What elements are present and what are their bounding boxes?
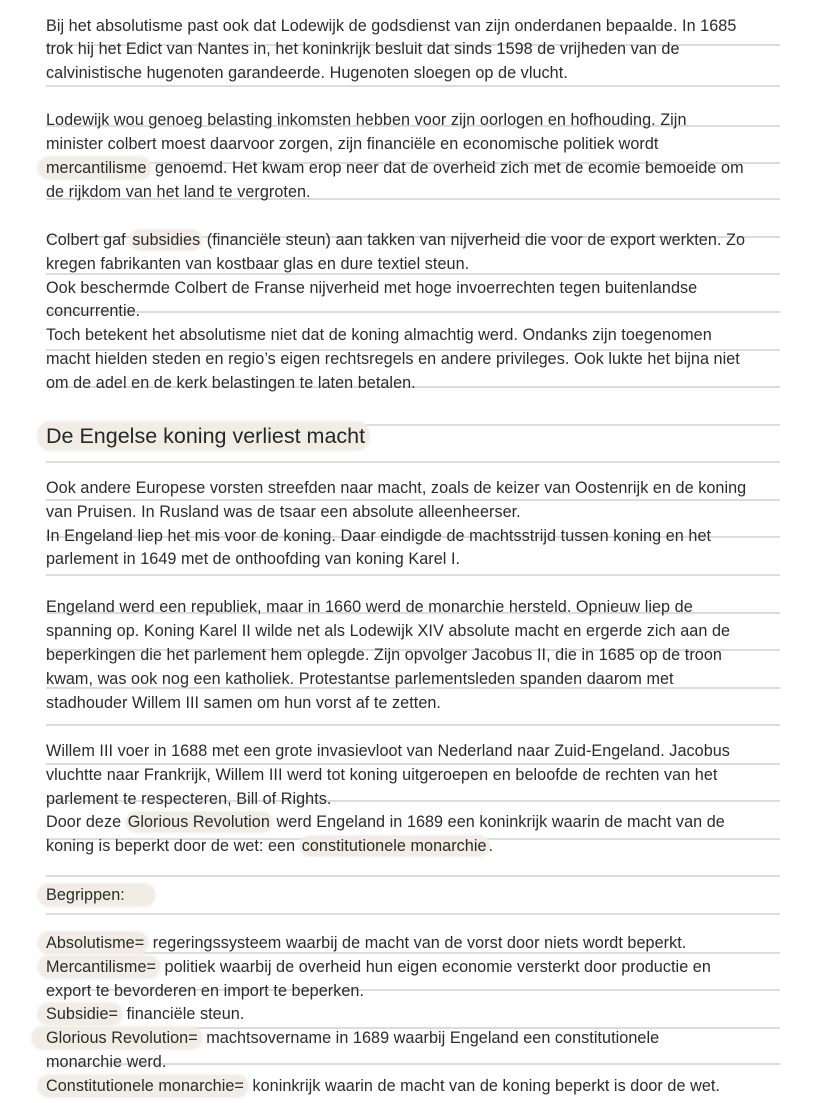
glossary-entry	[46, 1003, 244, 1025]
text-line: om de adel en de kerk belastingen te laten betalen.	[46, 374, 416, 392]
glossary-definition: financiële steun.	[122, 1005, 245, 1023]
glossary-definition: koninkrijk waarin de macht van de koning beperkt is door de wet.	[247, 1077, 720, 1095]
ruled-line	[46, 85, 780, 87]
ruled-line	[46, 311, 780, 313]
ruled-line	[46, 724, 780, 726]
glossary-definition: politiek waarbij de overheid hun eigen economie versterkt door productie en	[160, 958, 711, 976]
heading-highlight: De Engelse koning verliest macht	[38, 422, 369, 450]
text-fragment: (financiële steun) aan takken van nijverheid die voor de export werkten. Zo	[202, 231, 746, 249]
glossary-entry	[46, 956, 711, 978]
ruled-line	[46, 574, 780, 576]
text-line: Willem III voer in 1688 met een grote invasievloot van Nederland naar Zuid-Engeland. Jacobus	[46, 742, 730, 760]
glossary-term: Absolutisme=	[38, 932, 148, 954]
text-line: trok hij het Edict van Nantes in, het koninkrijk besluit dat sinds 1598 de vrijheden van de	[46, 40, 680, 58]
text-line: macht hielden steden en regio’s eigen rechtsregels en andere privileges. Ook lukte het bijna niet	[46, 350, 740, 368]
highlighted-term: Begrippen:	[38, 884, 155, 906]
text-line: Engeland werd een republiek, maar in 1660 werd de monarchie hersteld. Opnieuw liep de	[46, 598, 693, 616]
highlighted-term: subsidies	[132, 231, 201, 249]
text-line: In Engeland liep het mis voor de koning. Daar eindigde de machtsstrijd tussen koning en het	[46, 527, 712, 545]
text-line: de rijkdom van het land te vergroten.	[46, 183, 311, 201]
text-line: Ook andere Europese vorsten streefden naar macht, zoals de keizer van Oostenrijk en de koning	[46, 479, 747, 497]
highlighted-term: constitutionele monarchie	[301, 837, 487, 855]
glossary-definition: machtsovername in 1689 waarbij Engeland een constitutionele	[201, 1029, 660, 1047]
text-line: concurrentie.	[46, 302, 141, 320]
section-heading	[46, 422, 369, 450]
text-line: van Pruisen. In Rusland was de tsaar een absolute alleenheerser.	[46, 503, 521, 521]
glossary-term: Mercantilisme=	[38, 956, 160, 978]
highlighted-term: Glorious Revolution	[127, 813, 270, 831]
text-line: Bij het absolutisme past ook dat Lodewijk de godsdienst van zijn onderdanen bepaalde. In 1685	[46, 17, 737, 35]
text-fragment: Colbert gaf	[46, 231, 131, 249]
text-line: vluchtte naar Frankrijk, Willem III werd tot koning uitgeroepen en beloofde de rechten van het	[46, 766, 718, 784]
glossary-continuation: export te bevorderen en import te beperken.	[46, 982, 364, 1000]
glossary-entry	[46, 1027, 659, 1049]
highlighted-term: mercantilisme	[38, 157, 151, 179]
text-line: minister colbert moest daarvoor zorgen, zijn financiële en economische politiek wordt	[46, 135, 659, 153]
glossary-entry	[46, 932, 686, 954]
glossary-term: Glorious Revolution=	[32, 1027, 202, 1049]
text-fragment: werd Engeland in 1689 een koninkrijk waarin de macht van de	[271, 813, 725, 831]
glossary-title	[46, 884, 155, 906]
glossary-term: Constitutionele monarchie=	[38, 1075, 248, 1097]
text-line: parlement in 1649 met de onthoofding van koning Karel I.	[46, 550, 461, 568]
text-line: spanning op. Koning Karel II wilde net als Lodewijk XIV absolute macht en ergerde zich aan de	[46, 622, 731, 640]
text-line: stadhouder Willem III samen om hun vorst af te zetten.	[46, 694, 441, 712]
text-fragment: Door deze	[46, 813, 126, 831]
text-fragment: koning is beperkt door de wet: een	[46, 837, 300, 855]
text-line: parlement te respecteren, Bill of Rights.	[46, 790, 332, 808]
ruled-line	[46, 461, 780, 463]
text-line	[46, 811, 725, 833]
text-line	[46, 835, 493, 857]
ruled-line	[46, 913, 780, 915]
text-line: beperkingen die het parlement hem oplegde. Zijn opvolger Jacobus II, die in 1685 op de troon	[46, 646, 722, 664]
text-line: kregen fabrikanten van kostbaar glas en dure textiel steun.	[46, 255, 470, 273]
text-line: Lodewijk wou genoeg belasting inkomsten hebben voor zijn oorlogen en hofhouding. Zijn	[46, 111, 687, 129]
text-line: Toch betekent het absolutisme niet dat de koning almachtig werd. Ondanks zijn toegenomen	[46, 326, 712, 344]
glossary-definition: regeringssysteem waarbij de macht van de vorst door niets wordt beperkt.	[148, 934, 687, 952]
ruled-line	[46, 875, 780, 877]
glossary-entry	[46, 1075, 720, 1097]
text-fragment: .	[488, 837, 494, 855]
text-line	[46, 157, 744, 179]
glossary-term: Subsidie=	[38, 1003, 122, 1025]
text-line: Ook beschermde Colbert de Franse nijverheid met hoge invoerrechten tegen buitenlandse	[46, 279, 698, 297]
text-line	[46, 229, 745, 251]
text-line: kwam, was ook nog een katholiek. Protestantse parlementsleden spanden daarom met	[46, 670, 674, 688]
text-fragment: genoemd. Het kwam erop neer dat de overheid zich met de ecomie bemoeide om	[150, 159, 744, 177]
text-line: calvinistische hugenoten garandeerde. Hugenoten sloegen op de vlucht.	[46, 64, 568, 82]
glossary-continuation: monarchie werd.	[46, 1053, 167, 1071]
